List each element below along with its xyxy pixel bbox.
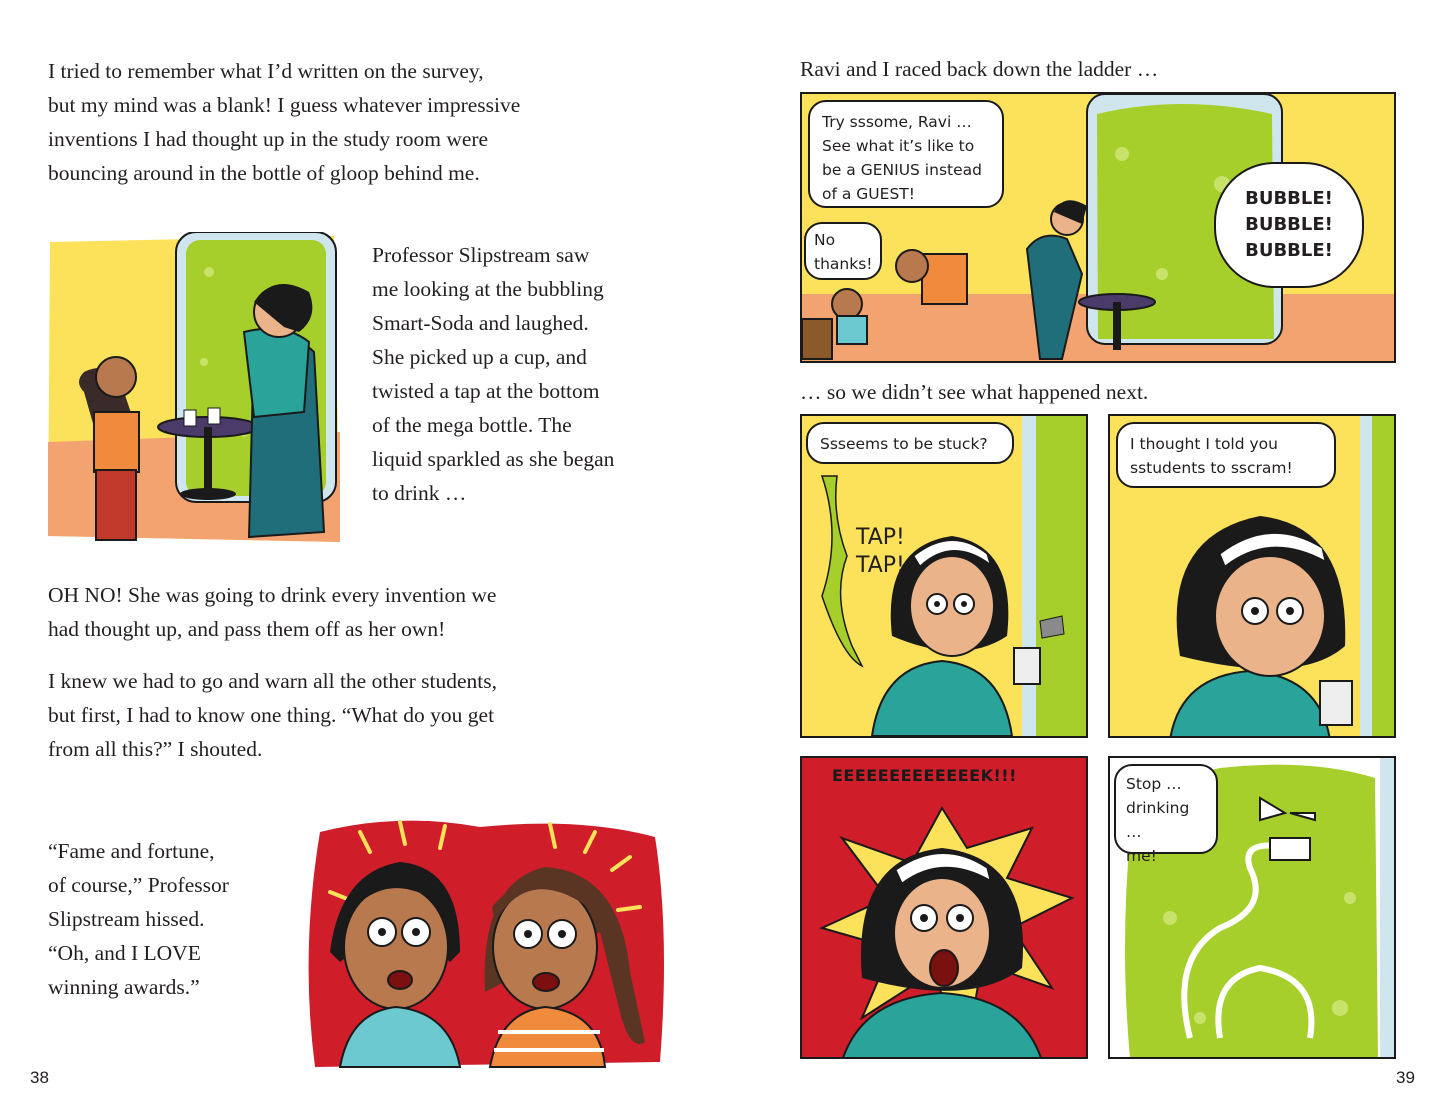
bubble-line: Try sssome, Ravi …: [822, 113, 972, 131]
illustration-shocked-kids: [300, 812, 670, 1072]
bubble-line: thanks!: [814, 255, 873, 273]
text-line: Professor Slipstream saw: [372, 243, 590, 267]
sfx-line: TAP!: [856, 553, 905, 578]
paragraph-oh-no: [48, 578, 608, 646]
paragraph-fame-fortune: [48, 834, 298, 1004]
paragraph-professor-drinks: [372, 238, 672, 510]
sfx-line: BUBBLE!: [1245, 214, 1333, 235]
page-number-left: 38: [30, 1068, 49, 1087]
text-line: winning awards.”: [48, 975, 200, 999]
panel-2-art: [802, 416, 1088, 738]
text-line: of course,” Professor: [48, 873, 229, 897]
panel-4-art: [802, 758, 1088, 1059]
bubble-line: sstudents to sscram!: [1130, 459, 1293, 477]
text-line: me looking at the bubbling: [372, 277, 604, 301]
sfx-line: TAP!: [856, 525, 905, 550]
speech-bubble-try-some: [808, 100, 1004, 208]
caption-next: … so we didn’t see what happened next.: [800, 380, 1149, 404]
text-line: OH NO! She was going to drink every invention we: [48, 583, 497, 607]
illustration-professor-drinking: [44, 232, 344, 562]
text-line: bouncing around in the bottle of gloop behind me.: [48, 161, 480, 185]
bubble-line: drinking …: [1126, 799, 1190, 841]
speech-bubble-stuck: Ssseems to be stuck?: [806, 422, 1014, 464]
text-line: “Oh, and I LOVE: [48, 941, 201, 965]
text-line: but my mind was a blank! I guess whatever impressive: [48, 93, 521, 117]
comic-panel-3: [1108, 414, 1396, 738]
comic-panel-2: [800, 414, 1088, 738]
text-line: Slipstream hissed.: [48, 907, 205, 931]
text-line: of the mega bottle. The: [372, 413, 572, 437]
text-line: to drink …: [372, 481, 467, 505]
text-line: but first, I had to know one thing. “What do you get: [48, 703, 495, 727]
text-line: liquid sparkled as she began: [372, 447, 615, 471]
text-line: Smart-Soda and laughed.: [372, 311, 589, 335]
bubble-line: I thought I told you: [1130, 435, 1278, 453]
text-line: I knew we had to go and warn all the other students,: [48, 669, 497, 693]
sfx-bubble-cloud: [1214, 162, 1364, 288]
bubble-line: be a GENIUS instead: [822, 161, 982, 179]
comic-panel-4: [800, 756, 1088, 1059]
bubble-line: me!: [1126, 847, 1157, 865]
page-number-right: 39: [1396, 1068, 1415, 1087]
speech-bubble-stop-drinking: [1114, 764, 1218, 865]
sfx-eek: EEEEEEEEEEEEEK!!!: [832, 766, 1017, 785]
speech-bubble-scram: [1116, 422, 1336, 488]
caption-ladder: Ravi and I raced back down the ladder …: [800, 57, 1159, 81]
comic-panel-1: [800, 92, 1396, 363]
paragraph-survey: [48, 54, 608, 190]
bubble-line: of a GUEST!: [822, 185, 915, 203]
text-line: inventions I had thought up in the study room were: [48, 127, 489, 151]
text-line: “Fame and fortune,: [48, 839, 215, 863]
text-line: She picked up a cup, and: [372, 345, 587, 369]
comic-panel-5: [1108, 756, 1396, 1059]
sfx-tap-tap: [856, 524, 905, 580]
paragraph-warn-students: [48, 664, 608, 766]
sfx-line: BUBBLE!: [1245, 188, 1333, 209]
bubble-line: Stop …: [1126, 775, 1182, 793]
text-line: I tried to remember what I’d written on the survey,: [48, 59, 484, 83]
sfx-line: BUBBLE!: [1245, 240, 1333, 261]
bubble-line: See what it’s like to: [822, 137, 975, 155]
text-line: twisted a tap at the bottom: [372, 379, 600, 403]
speech-bubble-no-thanks: [804, 222, 882, 280]
text-line: had thought up, and pass them off as her own!: [48, 617, 446, 641]
bubble-line: No: [814, 231, 836, 249]
text-line: from all this?” I shouted.: [48, 737, 263, 761]
